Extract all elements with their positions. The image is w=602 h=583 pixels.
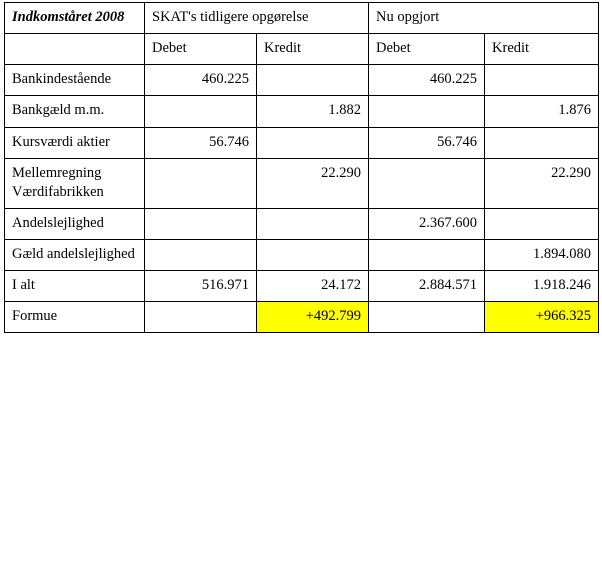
- row-new-credit: 1.918.246: [485, 271, 599, 302]
- subheader-blank-cell: [5, 34, 145, 65]
- row-new-debit: 2.884.571: [369, 271, 485, 302]
- row-prev-credit: [257, 240, 369, 271]
- table-row-total: [5, 271, 599, 302]
- table-row: [5, 158, 599, 208]
- row-new-credit: 22.290: [485, 158, 599, 208]
- row-prev-credit: [257, 65, 369, 96]
- row-new-debit: 56.746: [369, 127, 485, 158]
- table-row-equity: [5, 302, 599, 333]
- row-new-credit: [485, 127, 599, 158]
- table-row: [5, 65, 599, 96]
- subheader-prev-debit: Debet: [145, 34, 257, 65]
- row-new-debit: [369, 302, 485, 333]
- row-prev-debit: [145, 240, 257, 271]
- row-label: Bankgæld m.m.: [5, 96, 145, 127]
- table-header-row: [5, 3, 599, 34]
- header-year-label: Indkomståret 2008: [5, 3, 145, 34]
- row-prev-credit: 24.172: [257, 271, 369, 302]
- row-prev-debit: [145, 96, 257, 127]
- row-label: Bankindestående: [5, 65, 145, 96]
- table-subheader-row: [5, 34, 599, 65]
- row-new-credit-highlighted: +966.325: [485, 302, 599, 333]
- row-new-debit: [369, 96, 485, 127]
- row-prev-credit: [257, 208, 369, 239]
- subheader-new-credit: Kredit: [485, 34, 599, 65]
- subheader-new-debit: Debet: [369, 34, 485, 65]
- row-label: Kursværdi aktier: [5, 127, 145, 158]
- row-new-debit: 2.367.600: [369, 208, 485, 239]
- row-prev-debit: [145, 158, 257, 208]
- header-group-new: Nu opgjort: [369, 3, 599, 34]
- row-label: Mellemregning Værdifabrikken: [5, 158, 145, 208]
- row-label: Formue: [5, 302, 145, 333]
- row-prev-debit: [145, 208, 257, 239]
- row-prev-credit: [257, 127, 369, 158]
- row-prev-debit: 460.225: [145, 65, 257, 96]
- row-new-credit: 1.894.080: [485, 240, 599, 271]
- row-prev-credit: 22.290: [257, 158, 369, 208]
- row-label: Gæld andelslejlighed: [5, 240, 145, 271]
- table-row: [5, 240, 599, 271]
- table-row: [5, 127, 599, 158]
- row-new-debit: [369, 158, 485, 208]
- table-row: [5, 96, 599, 127]
- table-row: [5, 208, 599, 239]
- row-new-credit: [485, 208, 599, 239]
- row-prev-credit-highlighted: +492.799: [257, 302, 369, 333]
- row-prev-credit: 1.882: [257, 96, 369, 127]
- header-group-previous: SKAT's tidligere opgørelse: [145, 3, 369, 34]
- row-new-debit: [369, 240, 485, 271]
- row-new-credit: [485, 65, 599, 96]
- subheader-prev-credit: Kredit: [257, 34, 369, 65]
- row-label: I alt: [5, 271, 145, 302]
- row-prev-debit: 56.746: [145, 127, 257, 158]
- row-prev-debit: [145, 302, 257, 333]
- row-new-debit: 460.225: [369, 65, 485, 96]
- row-prev-debit: 516.971: [145, 271, 257, 302]
- row-label: Andelslejlighed: [5, 208, 145, 239]
- row-new-credit: 1.876: [485, 96, 599, 127]
- wealth-statement-table: [4, 2, 599, 333]
